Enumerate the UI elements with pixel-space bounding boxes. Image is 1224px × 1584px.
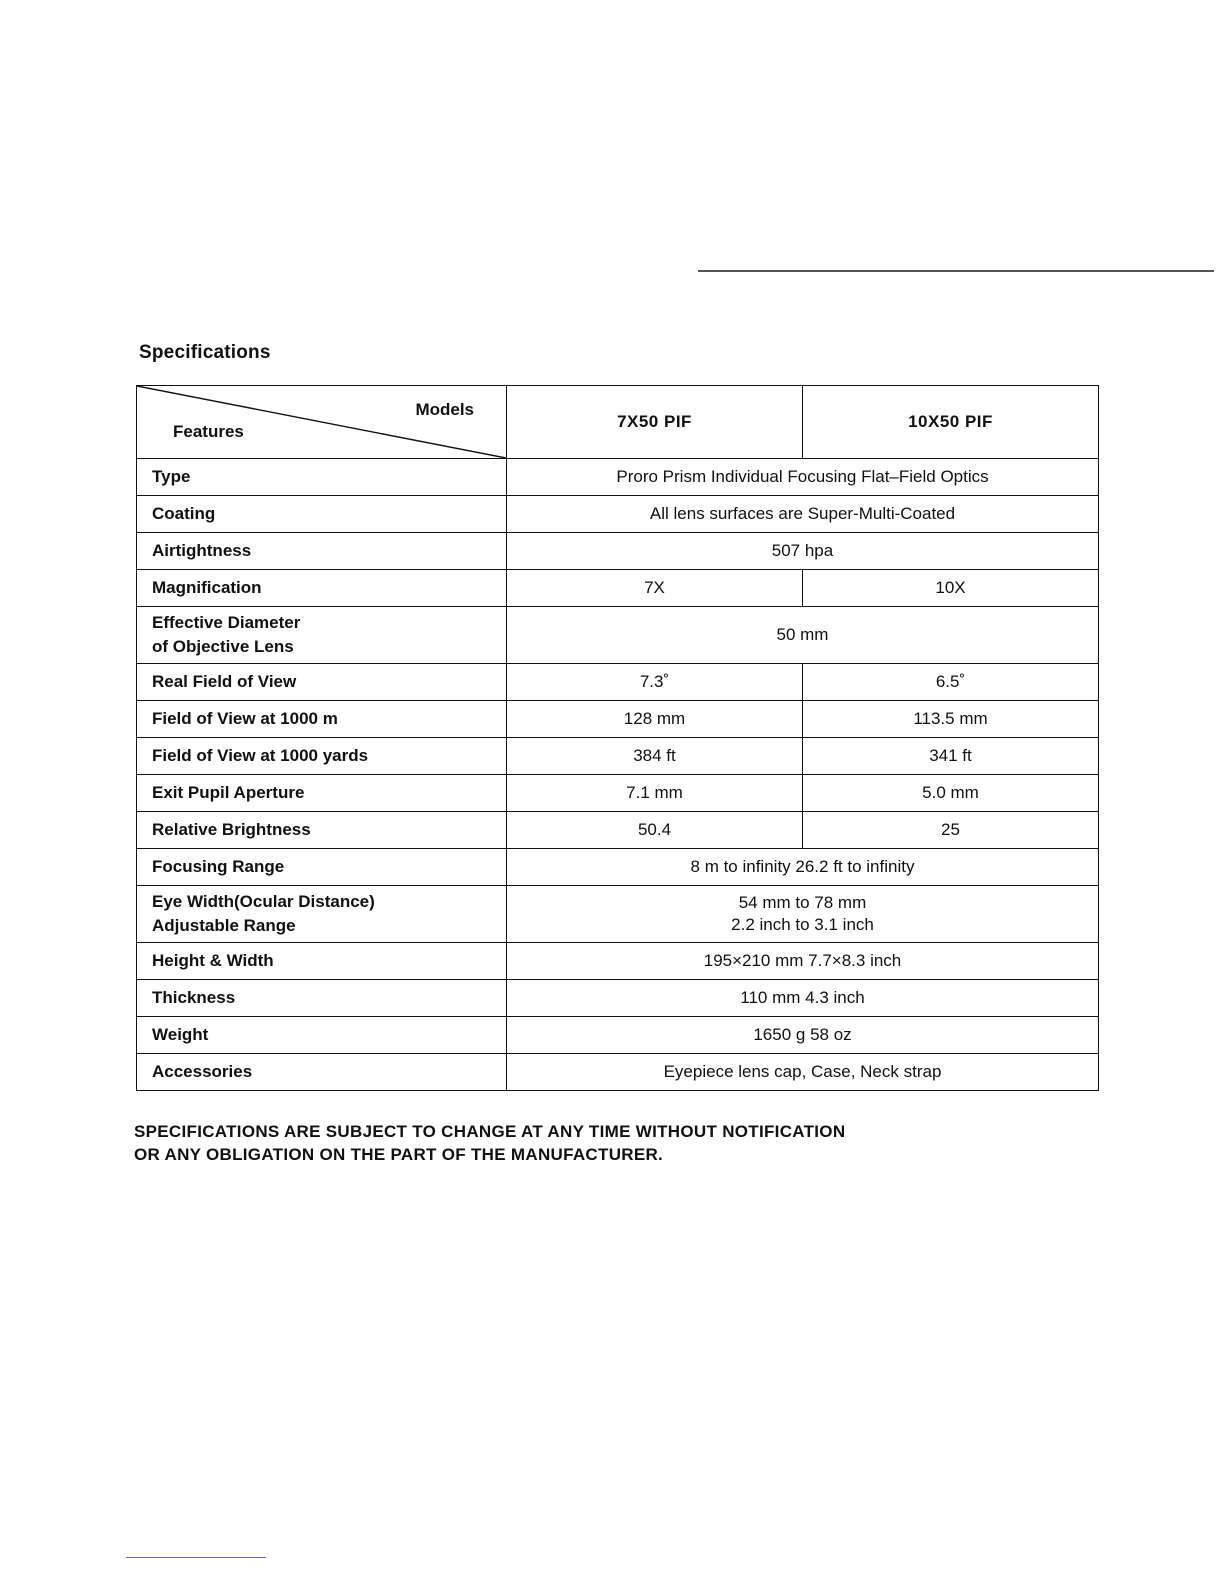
disclaimer-line: SPECIFICATIONS ARE SUBJECT TO CHANGE AT ANY TIME WITHOUT NOTIFICATION <box>134 1122 846 1141</box>
feature-label <box>137 812 507 849</box>
table-row <box>137 533 1099 570</box>
value-cell-7x50: 128 mm <box>507 701 803 738</box>
feature-label-line: Eye Width(Ocular Distance) <box>152 892 375 911</box>
shared-value-cell <box>507 980 1099 1017</box>
feature-label-line: Focusing Range <box>152 857 285 876</box>
feature-label-line: Real Field of View <box>152 672 297 691</box>
value-line: 1650 g 58 oz <box>753 1025 852 1044</box>
feature-label <box>137 849 507 886</box>
feature-label <box>137 886 507 943</box>
feature-label <box>137 980 507 1017</box>
value-cell-7x50: 50.4 <box>507 812 803 849</box>
value-line: 2.2 inch to 3.1 inch <box>731 915 874 934</box>
shared-value-cell <box>507 496 1099 533</box>
value-line: 54 mm to 78 mm <box>738 893 867 912</box>
value-cell-7x50: 7.1 mm <box>507 775 803 812</box>
feature-label <box>137 607 507 664</box>
value-line: 110 mm 4.3 inch <box>740 988 865 1007</box>
feature-label-line: Relative Brightness <box>152 820 311 839</box>
feature-label <box>137 533 507 570</box>
disclaimer-notice <box>134 1120 845 1166</box>
specifications-table <box>136 385 1099 1091</box>
value-line: 50 mm <box>776 625 829 644</box>
feature-label <box>137 459 507 496</box>
feature-label <box>137 738 507 775</box>
table-row <box>137 664 1099 701</box>
table-row <box>137 701 1099 738</box>
table-row <box>137 1054 1099 1091</box>
feature-label-line: Effective Diameter <box>152 613 301 632</box>
feature-label-line: Thickness <box>152 988 236 1007</box>
feature-label-line: Coating <box>152 504 216 523</box>
value-cell-7x50: 7.3˚ <box>507 664 803 701</box>
feature-label <box>137 943 507 980</box>
features-label: Features <box>173 422 244 441</box>
table-row <box>137 738 1099 775</box>
shared-value-cell <box>507 886 1099 943</box>
feature-label <box>137 1054 507 1091</box>
feature-label-line: Type <box>152 467 191 486</box>
table-row <box>137 849 1099 886</box>
shared-value-cell <box>507 1054 1099 1091</box>
table-row <box>137 607 1099 664</box>
shared-value-cell <box>507 607 1099 664</box>
shared-value-cell <box>507 1017 1099 1054</box>
feature-label-line: Weight <box>152 1025 209 1044</box>
section-title: Specifications <box>139 342 271 363</box>
feature-label <box>137 1017 507 1054</box>
feature-label-line: Airtightness <box>152 541 252 560</box>
value-cell-10x50: 341 ft <box>803 738 1099 775</box>
feature-label-line: Field of View at 1000 yards <box>152 746 369 765</box>
table-row <box>137 570 1099 607</box>
value-line: All lens surfaces are Super-Multi-Coated <box>649 504 956 523</box>
feature-label <box>137 570 507 607</box>
table-header-row <box>137 386 1099 459</box>
shared-value-cell <box>507 943 1099 980</box>
models-label: Models <box>415 400 474 419</box>
table-row <box>137 496 1099 533</box>
value-cell-10x50: 6.5˚ <box>803 664 1099 701</box>
value-cell-7x50: 7X <box>507 570 803 607</box>
feature-label-line: Field of View at 1000 m <box>152 709 338 728</box>
feature-label-line: Height & Width <box>152 951 274 970</box>
header-corner-cell <box>137 386 507 459</box>
value-line: Eyepiece lens cap, Case, Neck strap <box>663 1062 942 1081</box>
value-cell-10x50: 25 <box>803 812 1099 849</box>
value-line: Proro Prism Individual Focusing Flat–Field Optics <box>616 467 989 486</box>
feature-label-line: Exit Pupil Aperture <box>152 783 305 802</box>
value-line: 195×210 mm 7.7×8.3 inch <box>703 951 902 970</box>
table-row <box>137 775 1099 812</box>
feature-label <box>137 775 507 812</box>
feature-label-line: Adjustable Range <box>152 916 296 935</box>
top-divider-line <box>698 270 1214 272</box>
feature-label-line: Accessories <box>152 1062 253 1081</box>
table-row <box>137 943 1099 980</box>
model-header-7x50: 7X50 PIF <box>507 386 803 459</box>
value-line: 507 hpa <box>771 541 834 560</box>
value-cell-10x50: 10X <box>803 570 1099 607</box>
shared-value-cell <box>507 533 1099 570</box>
table-row <box>137 980 1099 1017</box>
value-cell-7x50: 384 ft <box>507 738 803 775</box>
value-line: 8 m to infinity 26.2 ft to infinity <box>690 857 915 876</box>
disclaimer-line: OR ANY OBLIGATION ON THE PART OF THE MANUFACTURER. <box>134 1145 664 1164</box>
feature-label-line: Magnification <box>152 578 262 597</box>
feature-label <box>137 701 507 738</box>
model-header-10x50: 10X50 PIF <box>803 386 1099 459</box>
shared-value-cell <box>507 849 1099 886</box>
feature-label-line: of Objective Lens <box>152 637 294 656</box>
value-cell-10x50: 113.5 mm <box>803 701 1099 738</box>
bottom-short-rule <box>126 1557 266 1558</box>
value-cell-10x50: 5.0 mm <box>803 775 1099 812</box>
table-row <box>137 459 1099 496</box>
table-row <box>137 1017 1099 1054</box>
table-row <box>137 886 1099 943</box>
feature-label <box>137 664 507 701</box>
shared-value-cell <box>507 459 1099 496</box>
table-row <box>137 812 1099 849</box>
feature-label <box>137 496 507 533</box>
